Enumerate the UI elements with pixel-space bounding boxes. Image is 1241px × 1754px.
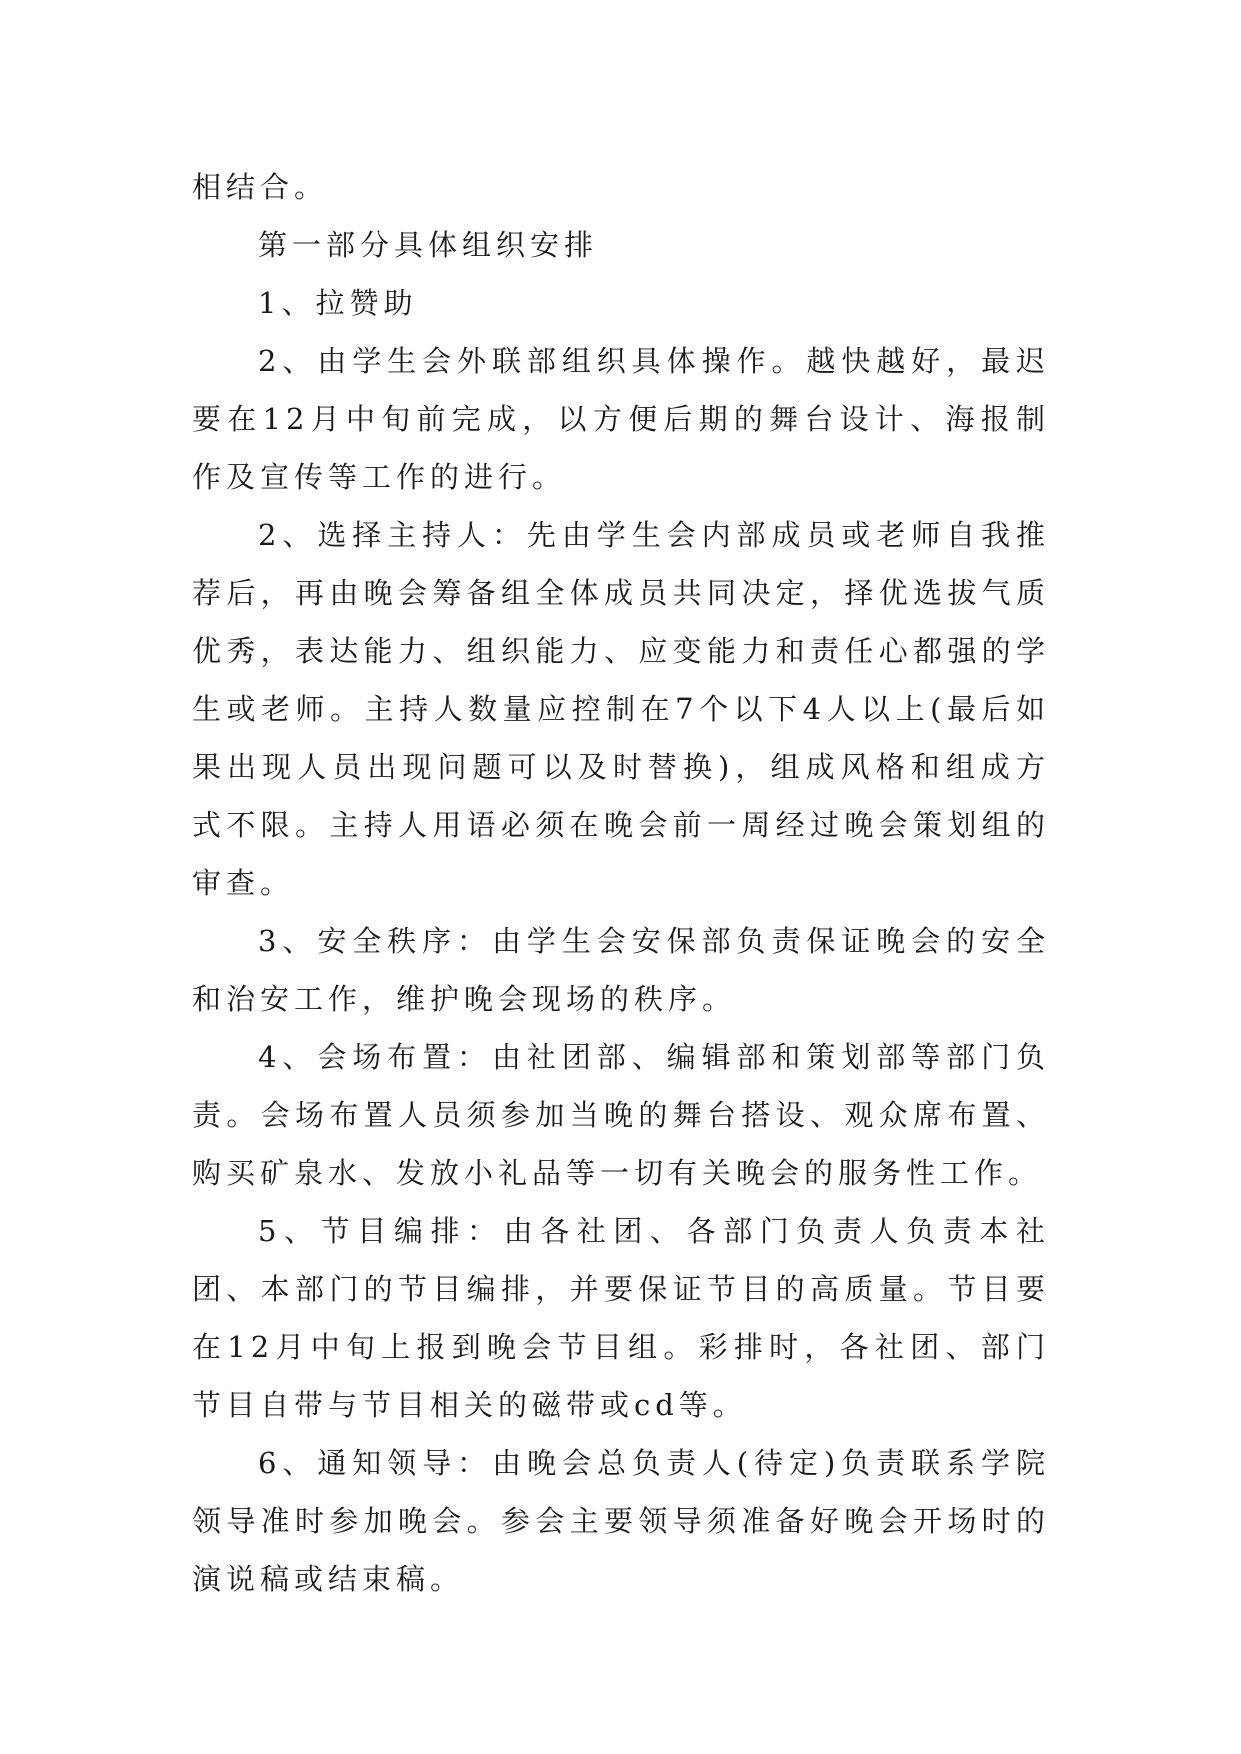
list-item-host-selection: 2、选择主持人：先由学生会内部成员或老师自我推荐后，再由晚会筹备组全体成员共同决定，择优选拔气质优秀，表达能力、组织能力、应变能力和责任心都强的学生或老师。主持人数量应控制在7个以下4人以上(最后如果出现人员出现问题可以及时替换)，组成风格和组成方式不限。主持人用语必须在晚会前一周经过晚会策划组的审查。	[192, 518, 1050, 900]
list-item-security: 3、安全秩序：由学生会安保部负责保证晚会的安全和治安工作，维护晚会现场的秩序。	[192, 924, 1050, 1016]
document-body	[192, 158, 1050, 1608]
list-item-venue-setup: 4、会场布置：由社团部、编辑部和策划部等部门负责。会场布置人员须参加当晚的舞台搭设、观众席布置、购买矿泉水、发放小礼品等一切有关晚会的服务性工作。	[192, 1040, 1050, 1190]
list-item-program-arrangement: 5、节目编排：由各社团、各部门负责人负责本社团、本部门的节目编排，并要保证节目的高质量。节目要在12月中旬上报到晚会节目组。彩排时，各社团、部门节目自带与节目相关的磁带或cd等。	[192, 1214, 1050, 1422]
paragraph-continuation: 相结合。	[192, 170, 329, 204]
list-item-sponsorship: 1、拉赞助	[258, 286, 418, 320]
section-heading: 第一部分具体组织安排	[258, 228, 599, 262]
list-item-notify-leaders: 6、通知领导：由晚会总负责人(待定)负责联系学院领导准时参加晚会。参会主要领导须准备好晚会开场时的演说稿或结束稿。	[192, 1446, 1050, 1596]
list-item-external-liaison: 2、由学生会外联部组织具体操作。越快越好，最迟要在12月中旬前完成，以方便后期的舞台设计、海报制作及宣传等工作的进行。	[192, 344, 1050, 494]
